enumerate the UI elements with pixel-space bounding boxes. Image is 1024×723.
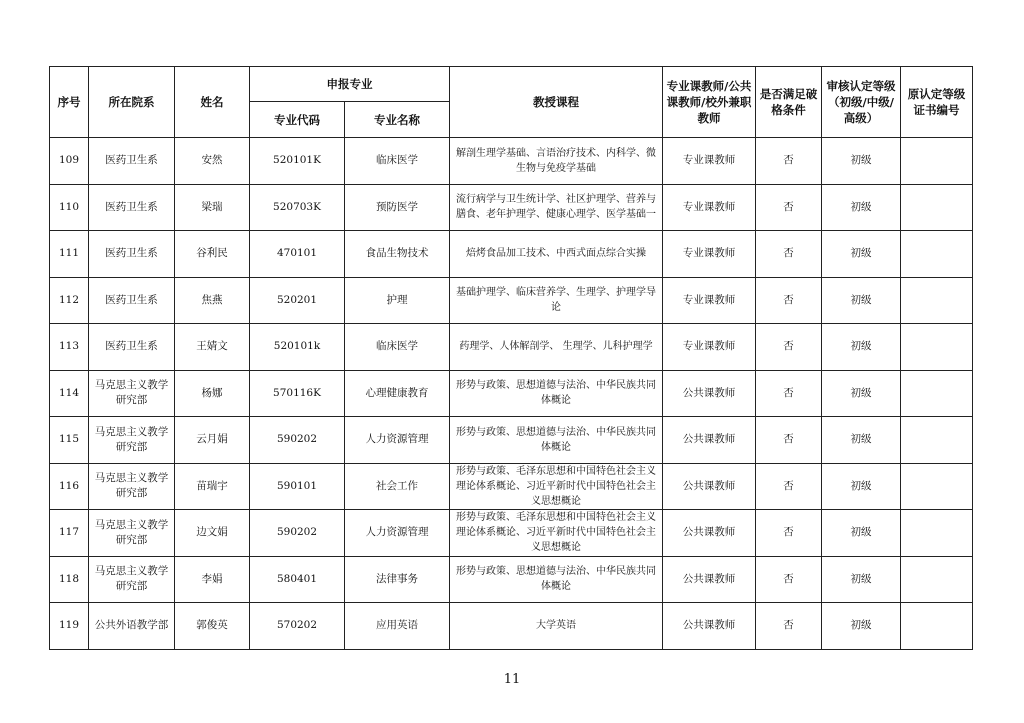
cell-teacher-type: 公共课教师 [663, 370, 756, 417]
cell-major-name: 食品生物技术 [345, 231, 450, 278]
header-name: 姓名 [175, 67, 250, 138]
cell-major-code: 520101K [250, 138, 345, 185]
cell-seq: 113 [50, 324, 89, 371]
table-row [50, 556, 973, 603]
cell-name: 云月娟 [175, 417, 250, 464]
cell-course: 基础护理学、临床营养学、生理学、护理学导论 [450, 277, 663, 324]
cell-name: 边文娟 [175, 510, 250, 557]
cell-major-code: 520703K [250, 184, 345, 231]
cell-breaks-rule: 否 [756, 324, 822, 371]
cell-department: 马克思主义教学研究部 [89, 370, 175, 417]
cell-level: 初级 [822, 231, 901, 278]
cell-name: 苗瑞宇 [175, 463, 250, 510]
cell-major-code: 520101k [250, 324, 345, 371]
cell-level: 初级 [822, 324, 901, 371]
cell-department: 马克思主义教学研究部 [89, 463, 175, 510]
cell-department: 医药卫生系 [89, 138, 175, 185]
header-major-code: 专业代码 [250, 102, 345, 138]
cell-major-name: 心理健康教育 [345, 370, 450, 417]
cell-original-cert [901, 138, 973, 185]
cell-seq: 109 [50, 138, 89, 185]
cell-major-name: 临床医学 [345, 324, 450, 371]
cell-course: 形势与政策、思想道德与法治、中华民族共同体概论 [450, 370, 663, 417]
cell-level: 初级 [822, 184, 901, 231]
table-row [50, 231, 973, 278]
cell-name: 梁瑞 [175, 184, 250, 231]
cell-major-code: 520201 [250, 277, 345, 324]
cell-course: 形势与政策、毛泽东思想和中国特色社会主义理论体系概论、习近平新时代中国特色社会主义思想概论 [450, 510, 663, 557]
cell-course: 形势与政策、毛泽东思想和中国特色社会主义理论体系概论、习近平新时代中国特色社会主义思想概论 [450, 463, 663, 510]
cell-level: 初级 [822, 370, 901, 417]
cell-level: 初级 [822, 556, 901, 603]
page-number: 11 [503, 672, 521, 687]
cell-teacher-type: 公共课教师 [663, 510, 756, 557]
cell-breaks-rule: 否 [756, 603, 822, 650]
cell-major-name: 临床医学 [345, 138, 450, 185]
cell-name: 李娟 [175, 556, 250, 603]
cell-original-cert [901, 370, 973, 417]
cell-major-code: 590202 [250, 417, 345, 464]
cell-major-name: 人力资源管理 [345, 417, 450, 464]
cell-breaks-rule: 否 [756, 231, 822, 278]
cell-seq: 111 [50, 231, 89, 278]
cell-department: 马克思主义教学研究部 [89, 510, 175, 557]
table-row [50, 510, 973, 557]
cell-seq: 110 [50, 184, 89, 231]
table-body [50, 138, 973, 650]
cell-level: 初级 [822, 138, 901, 185]
cell-breaks-rule: 否 [756, 463, 822, 510]
cell-breaks-rule: 否 [756, 370, 822, 417]
cell-original-cert [901, 417, 973, 464]
cell-major-name: 社会工作 [345, 463, 450, 510]
cell-level: 初级 [822, 463, 901, 510]
cell-teacher-type: 专业课教师 [663, 231, 756, 278]
cell-teacher-type: 公共课教师 [663, 463, 756, 510]
cell-breaks-rule: 否 [756, 417, 822, 464]
cell-teacher-type: 公共课教师 [663, 603, 756, 650]
cell-original-cert [901, 510, 973, 557]
cell-major-code: 570116K [250, 370, 345, 417]
cell-teacher-type: 专业课教师 [663, 138, 756, 185]
cell-level: 初级 [822, 417, 901, 464]
cell-major-code: 590202 [250, 510, 345, 557]
cell-department: 马克思主义教学研究部 [89, 417, 175, 464]
header-original-cert: 原认定等级证书编号 [901, 67, 973, 138]
cell-department: 医药卫生系 [89, 184, 175, 231]
cell-name: 杨娜 [175, 370, 250, 417]
cell-level: 初级 [822, 277, 901, 324]
cell-seq: 119 [50, 603, 89, 650]
cell-name: 王婧文 [175, 324, 250, 371]
cell-department: 马克思主义教学研究部 [89, 556, 175, 603]
cell-seq: 116 [50, 463, 89, 510]
header-course: 教授课程 [450, 67, 663, 138]
cell-original-cert [901, 231, 973, 278]
cell-seq: 117 [50, 510, 89, 557]
cell-major-name: 预防医学 [345, 184, 450, 231]
cell-major-name: 护理 [345, 277, 450, 324]
cell-department: 公共外语教学部 [89, 603, 175, 650]
cell-major-name: 法律事务 [345, 556, 450, 603]
cell-department: 医药卫生系 [89, 277, 175, 324]
cell-major-code: 580401 [250, 556, 345, 603]
table-row [50, 324, 973, 371]
table-row [50, 417, 973, 464]
cell-teacher-type: 公共课教师 [663, 556, 756, 603]
cell-major-name: 人力资源管理 [345, 510, 450, 557]
table-row [50, 370, 973, 417]
cell-breaks-rule: 否 [756, 138, 822, 185]
header-seq: 序号 [50, 67, 89, 138]
cell-name: 谷利民 [175, 231, 250, 278]
cell-course: 大学英语 [450, 603, 663, 650]
cell-course: 形势与政策、思想道德与法治、中华民族共同体概论 [450, 556, 663, 603]
header-level: 审核认定等级（初级/中级/高级） [822, 67, 901, 138]
table-row [50, 603, 973, 650]
cell-original-cert [901, 603, 973, 650]
cell-major-code: 590101 [250, 463, 345, 510]
cell-course: 形势与政策、思想道德与法治、中华民族共同体概论 [450, 417, 663, 464]
cell-breaks-rule: 否 [756, 277, 822, 324]
cell-seq: 118 [50, 556, 89, 603]
cell-major-code: 470101 [250, 231, 345, 278]
table-row [50, 463, 973, 510]
cell-name: 焦燕 [175, 277, 250, 324]
cell-department: 医药卫生系 [89, 231, 175, 278]
cell-original-cert [901, 556, 973, 603]
table-row [50, 138, 973, 185]
table-row [50, 277, 973, 324]
cell-course: 解剖生理学基础、言语治疗技术、内科学、微生物与免疫学基础 [450, 138, 663, 185]
cell-breaks-rule: 否 [756, 556, 822, 603]
cell-level: 初级 [822, 510, 901, 557]
cell-original-cert [901, 277, 973, 324]
cell-teacher-type: 公共课教师 [663, 417, 756, 464]
cell-department: 医药卫生系 [89, 324, 175, 371]
cell-seq: 114 [50, 370, 89, 417]
cell-teacher-type: 专业课教师 [663, 184, 756, 231]
cell-major-code: 570202 [250, 603, 345, 650]
header-breaks-rule: 是否满足破格条件 [756, 67, 822, 138]
cell-original-cert [901, 463, 973, 510]
cell-name: 郭俊英 [175, 603, 250, 650]
cell-seq: 115 [50, 417, 89, 464]
cell-original-cert [901, 184, 973, 231]
cell-major-name: 应用英语 [345, 603, 450, 650]
table-row [50, 184, 973, 231]
cell-original-cert [901, 324, 973, 371]
cell-breaks-rule: 否 [756, 184, 822, 231]
cell-course: 药理学、人体解剖学、 生理学、儿科护理学 [450, 324, 663, 371]
header-teacher-type: 专业课教师/公共课教师/校外兼职教师 [663, 67, 756, 138]
cell-level: 初级 [822, 603, 901, 650]
cell-teacher-type: 专业课教师 [663, 277, 756, 324]
header-major-name: 专业名称 [345, 102, 450, 138]
cell-breaks-rule: 否 [756, 510, 822, 557]
header-department: 所在院系 [89, 67, 175, 138]
header-major-group: 申报专业 [250, 67, 450, 102]
cell-teacher-type: 专业课教师 [663, 324, 756, 371]
teacher-certification-table [49, 66, 973, 650]
cell-course: 焙烤食品加工技术、中西式面点综合实操 [450, 231, 663, 278]
cell-seq: 112 [50, 277, 89, 324]
cell-name: 安然 [175, 138, 250, 185]
cell-course: 流行病学与卫生统计学、社区护理学、营养与膳食、老年护理学、健康心理学、医学基础一 [450, 184, 663, 231]
